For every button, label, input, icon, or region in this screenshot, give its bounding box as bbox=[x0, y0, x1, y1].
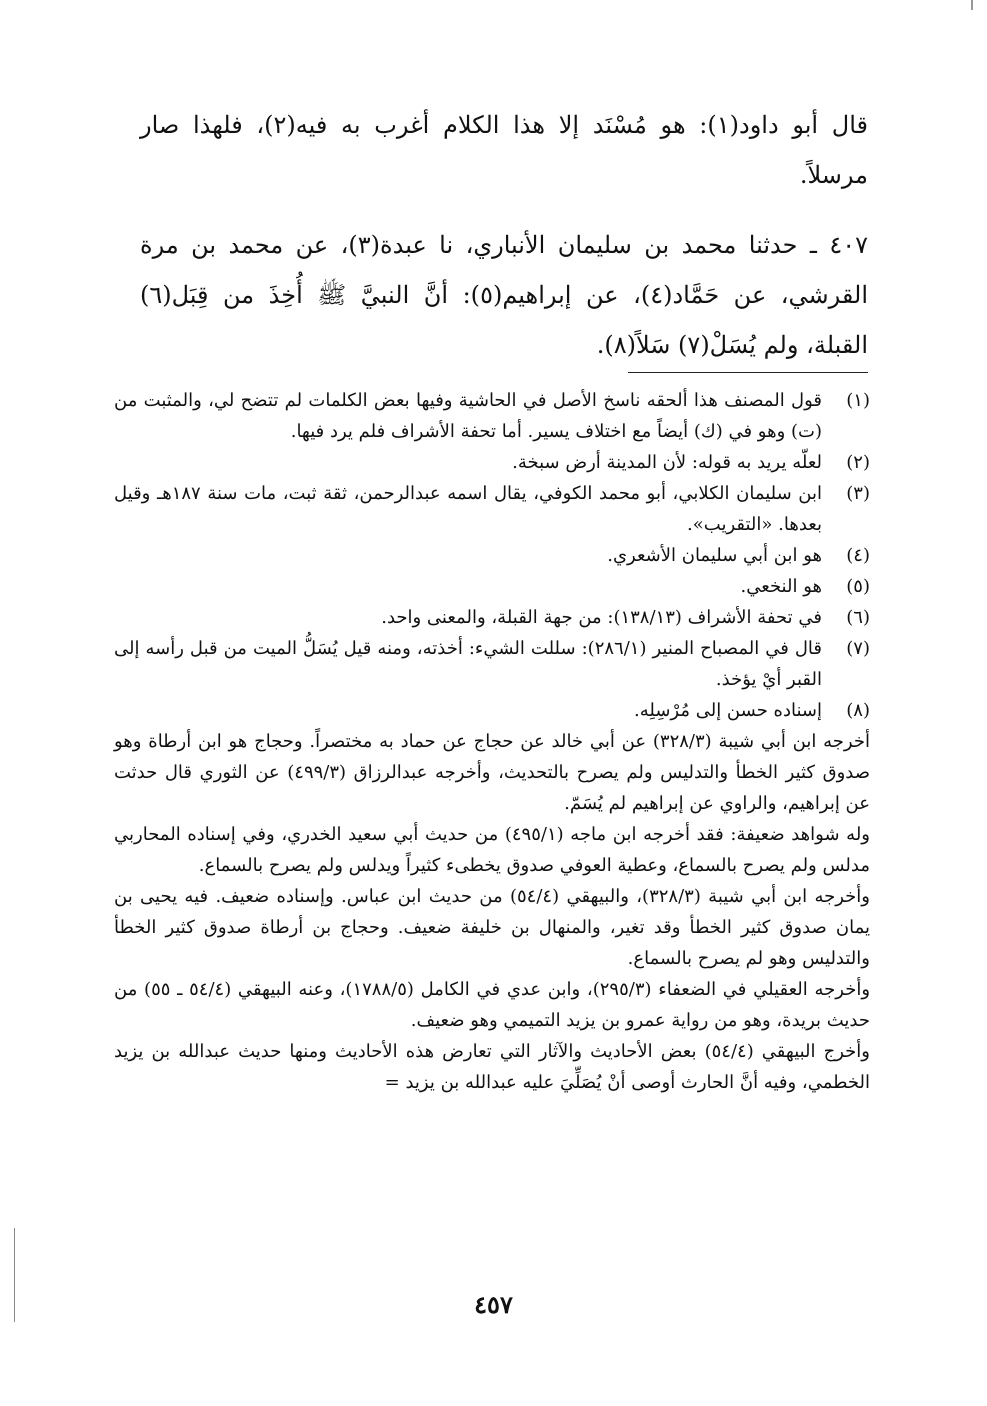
footnote-number: (٢) bbox=[846, 452, 870, 473]
footnote-text: قال في المصباح المنير (٢٨٦/١): سللت الشيء: أخذته، ومنه قيل يُسَلُّ الميت من قبل رأسه إلى القبر أيْ يؤخذ. bbox=[114, 638, 823, 690]
footnote-number: (٨) bbox=[846, 700, 870, 721]
footnote-number: (٥) bbox=[846, 576, 870, 597]
footnote-4 bbox=[114, 540, 870, 571]
main-text bbox=[140, 100, 868, 390]
footnote-separator bbox=[628, 372, 868, 373]
footnote-7 bbox=[114, 633, 870, 695]
footnotes-section bbox=[114, 385, 870, 1098]
footnote-8-paragraph: أخرجه ابن أبي شيبة (٣٢٨/٣) عن أبي خالد عن حجاج عن حماد به مختصراً. وحجاج هو ابن أرطاة وهو صدوق كثير الخطأ والتدليس ولم يصرح بالتحديث، وأخرجه عبدالرزاق (٤٩٩/٣) عن الثوري قال حدثت عن إبراهيم، والراوي عن إبراهيم لم يُسَمّ. bbox=[114, 731, 870, 814]
footnote-text: إسناده حسن إلى مُرْسِلِه. bbox=[634, 700, 822, 721]
footnote-number: (٣) bbox=[846, 483, 870, 504]
margin-line bbox=[14, 1228, 15, 1322]
footnote-8-paragraph: وله شواهد ضعيفة: فقد أخرجه ابن ماجه (٤٩٥/١) من حديث أبي سعيد الخدري، وفي إسناده المحاربي مدلس ولم يصرح بالسماع، وعطية العوفي صدوق يخطىء كثيراً ويدلس ولم يصرح بالسماع. bbox=[114, 824, 870, 876]
footnote-text: هو ابن أبي سليمان الأشعري. bbox=[607, 545, 822, 566]
footnote-2 bbox=[114, 447, 870, 478]
scan-mark bbox=[971, 0, 973, 10]
footnote-text: قول المصنف هذا ألحقه ناسخ الأصل في الحاشية وفيها بعض الكلمات لم تتضح لي، والمثبت من (ت) وهو في (ك) أيضاً مع اختلاف يسير. أما تحفة الأشراف فلم يرد فيها. bbox=[114, 390, 822, 442]
footnote-6 bbox=[114, 602, 870, 633]
footnote-8-paragraph: وأخرج البيهقي (٥٤/٤) بعض الأحاديث والآثار التي تعارض هذه الأحاديث ومنها حديث عبدالله بن يزيد الخطمي، وفيه أنَّ الحارث أوصى أنْ يُصَلِّيَ عليه عبدالله بن يزيد = bbox=[114, 1041, 870, 1093]
footnote-text: في تحفة الأشراف (١٣٨/١٣): من جهة القبلة، والمعنى واحد. bbox=[381, 607, 822, 628]
footnote-3 bbox=[114, 478, 870, 540]
footnote-8 bbox=[114, 695, 870, 726]
paragraph-abu-dawud-comment: قال أبو داود(١): هو مُسْنَد إلا هذا الكلام أغرب به فيه(٢)، فلهذا صار مرسلاً. bbox=[140, 111, 868, 189]
footnote-8-paragraph: وأخرجه العقيلي في الضعفاء (٢٩٥/٣)، وابن عدي في الكامل (١٧٨٨/٥)، وعنه البيهقي (٥٤/٤ ـ ٥٥) من حديث بريدة، وهو من رواية عمرو بن يزيد التميمي وهو ضعيف. bbox=[114, 979, 871, 1031]
footnote-5 bbox=[114, 571, 870, 602]
footnote-1 bbox=[114, 385, 870, 447]
footnote-number: (٧) bbox=[846, 638, 870, 659]
footnote-text: ابن سليمان الكلابي، أبو محمد الكوفي، يقال اسمه عبدالرحمن، ثقة ثبت، مات سنة ١٨٧هـ وقيل بعدها. «التقريب». bbox=[114, 483, 822, 535]
paragraph-hadith-407: ٤٠٧ ـ حدثنا محمد بن سليمان الأنباري، نا عبدة(٣)، عن محمد بن مرة القرشي، عن حَمَّاد(٤)، عن إبراهيم(٥): أنَّ النبيَّ ﷺ أُخِذَ من قِبَل(٦) القبلة، ولم يُسَلْ(٧) سَلاً(٨). bbox=[140, 231, 868, 359]
footnote-number: (١) bbox=[846, 390, 870, 411]
page-number: ٤٥٧ bbox=[474, 1290, 513, 1319]
footnote-number: (٤) bbox=[846, 545, 870, 566]
footnote-8-paragraph: وأخرجه ابن أبي شيبة (٣٢٨/٣)، والبيهقي (٥٤/٤) من حديث ابن عباس. وإسناده ضعيف. فيه يحيى بن يمان صدوق كثير الخطأ وقد تغير، والمنهال بن خليفة ضعيف. وحجاج بن أرطاة صدوق كثير الخطأ والتدليس وهو لم يصرح بالسماع. bbox=[114, 886, 871, 969]
footnote-number: (٦) bbox=[846, 607, 870, 628]
footnote-text: هو النخعي. bbox=[740, 576, 822, 597]
footnote-text: لعلّه يريد به قوله: لأن المدينة أرض سبخة. bbox=[512, 452, 822, 473]
